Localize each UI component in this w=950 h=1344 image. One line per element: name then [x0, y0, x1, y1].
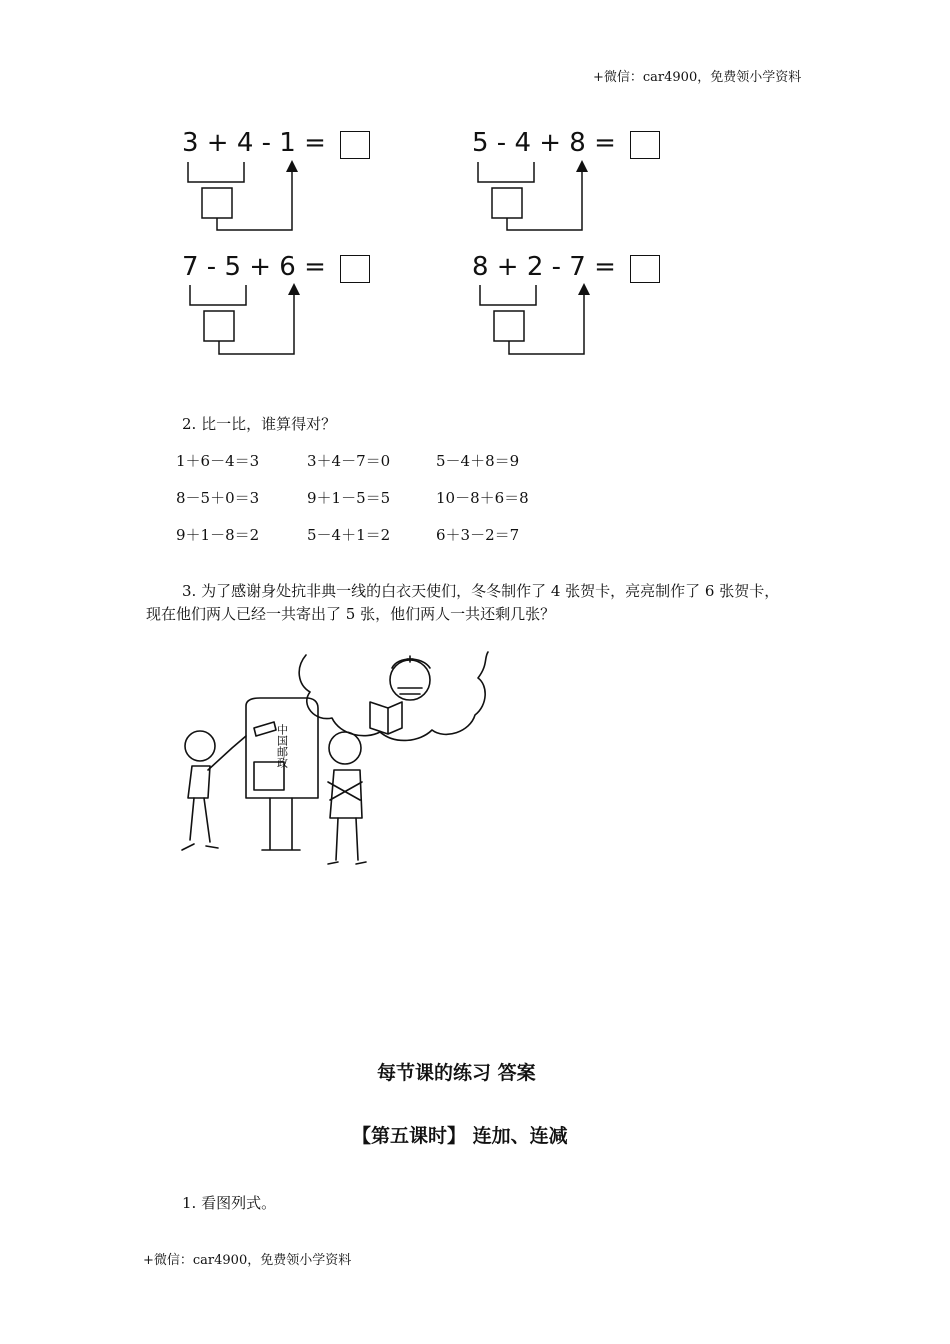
- nurse-book: [370, 702, 402, 734]
- exercise-2-row-3-col-3: 6＋3－2＝7: [436, 526, 520, 544]
- exercise-2-row-2-col-2: 9＋1－5＝5: [307, 489, 391, 507]
- answers-title: 每节课的练习 答案: [377, 1062, 536, 1084]
- equation-3: 7 - 5 + 6 =: [182, 252, 326, 282]
- intermediate-box-4: [494, 311, 524, 341]
- exercise-3-line-2: 现在他们两人已经一共寄出了 5 张，他们两人一共还剩几张？: [146, 605, 556, 623]
- boy-2-head: [329, 732, 361, 764]
- intermediate-box-1: [202, 188, 232, 218]
- equation-4: 8 + 2 - 7 =: [472, 252, 616, 282]
- header-text: +微信：car4900，免费领小学资料: [593, 70, 802, 85]
- exercise-2-row-3-col-2: 5－4＋1＝2: [307, 526, 391, 544]
- exercise-2-row-2-col-1: 8－5＋0＝3: [176, 489, 260, 507]
- intermediate-box-3: [204, 311, 234, 341]
- footer-text: +微信：car4900，免费领小学资料: [143, 1253, 352, 1268]
- diagram-1: [188, 162, 292, 230]
- answers-item-1: 1. 看图列式。: [182, 1194, 277, 1212]
- exercise-2-row-2-col-3: 10－8＋6＝8: [436, 489, 529, 507]
- equation-2: 5 - 4 + 8 =: [472, 128, 616, 158]
- mailbox-label: 中国邮政: [275, 724, 289, 768]
- equation-1: 3 + 4 - 1 =: [182, 128, 326, 158]
- exercise-3-line-1: 3. 为了感谢身处抗非典一线的白衣天使们，冬冬制作了 4 张贺卡，亮亮制作了 6 张贺卡，: [182, 582, 780, 600]
- exercise-2-title: 2. 比一比，谁算得对？: [182, 415, 337, 433]
- diagram-2: [478, 162, 582, 230]
- mailbox-illustration: [170, 650, 500, 870]
- equation-diagrams: [0, 0, 950, 400]
- exercise-2-row-1-col-1: 1＋6－4＝3: [176, 452, 260, 470]
- exercise-2-row-1-col-2: 3＋4－7＝0: [307, 452, 391, 470]
- intermediate-box-2: [492, 188, 522, 218]
- diagram-3: [190, 285, 294, 354]
- diagram-4: [480, 285, 584, 354]
- exercise-2-row-3-col-1: 9＋1－8＝2: [176, 526, 260, 544]
- answers-subtitle: 【第五课时】 连加、连减: [352, 1125, 568, 1147]
- exercise-2-row-1-col-3: 5－4＋8＝9: [436, 452, 520, 470]
- boy-1-head: [185, 731, 215, 761]
